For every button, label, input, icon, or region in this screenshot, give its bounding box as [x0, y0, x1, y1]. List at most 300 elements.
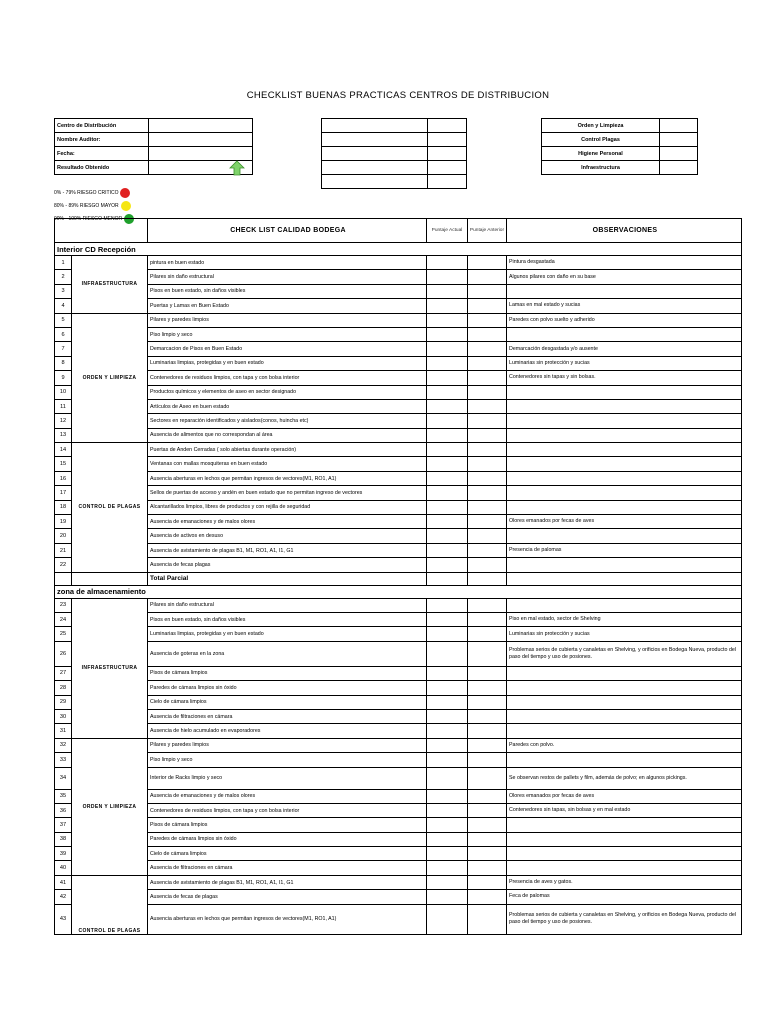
table-row [55, 327, 742, 341]
row-number: 40 [55, 861, 72, 875]
row-number: 37 [55, 818, 72, 832]
row-number: 30 [55, 709, 72, 723]
puntaje-anterior-cell[interactable] [468, 428, 507, 442]
puntaje-anterior-cell[interactable] [468, 256, 507, 270]
row-number: 10 [55, 385, 72, 399]
observacion-cell[interactable] [507, 284, 742, 298]
row-number: 35 [55, 789, 72, 803]
centro-field[interactable] [149, 119, 253, 133]
puntaje-anterior-cell[interactable] [468, 443, 507, 457]
table-row [55, 904, 742, 934]
row-number: 14 [55, 443, 72, 457]
observacion-cell[interactable] [507, 385, 742, 399]
puntaje-actual-cell[interactable] [427, 486, 468, 500]
table-row [55, 598, 742, 612]
item-description: Artículos de Aseo en buen estado [148, 399, 427, 413]
table-row [55, 612, 742, 626]
puntaje-anterior-cell[interactable] [468, 543, 507, 557]
row-number: 18 [55, 500, 72, 514]
table-row [55, 724, 742, 738]
puntaje-actual-cell[interactable] [427, 572, 468, 585]
observacion-cell[interactable] [507, 327, 742, 341]
item-description: Ventanas con mallas mosquiteras en buen estado [148, 457, 427, 471]
puntaje-actual-cell[interactable] [427, 342, 468, 356]
puntaje-actual-cell[interactable] [427, 299, 468, 313]
blank-cell[interactable] [428, 133, 467, 147]
puntaje-actual-cell[interactable] [427, 847, 468, 861]
audit-info-table [54, 118, 253, 175]
puntaje-actual-cell[interactable] [427, 627, 468, 641]
item-description: Pilares sin daño estructural [148, 598, 427, 612]
total-blank [72, 572, 148, 585]
item-description: Ausencia de fecas de plagas [148, 890, 427, 904]
observacion-cell[interactable] [507, 414, 742, 428]
group-label-infra: INFRAESTRUCTURA [72, 256, 148, 314]
puntaje-anterior-cell[interactable] [468, 861, 507, 875]
observacion-cell[interactable]: Paredes con polvo suelto y adherido [507, 313, 742, 327]
item-description: Contenedores de residuos limpios, con tapa y con bolsa interior [148, 803, 427, 817]
observacion-cell[interactable] [507, 399, 742, 413]
row-number: 12 [55, 414, 72, 428]
observacion-cell[interactable] [507, 529, 742, 543]
observacion-cell[interactable] [507, 471, 742, 485]
puntaje-actual-cell[interactable] [427, 414, 468, 428]
item-description: Pisos de cámara limpios [148, 818, 427, 832]
puntaje-actual-cell[interactable] [427, 789, 468, 803]
item-description: Puertas y Lamas en Buen Estado [148, 299, 427, 313]
table-row [55, 627, 742, 641]
puntaje-anterior-cell[interactable] [468, 558, 507, 572]
observacion-cell[interactable]: Problemas serios de cubierta y canaletas en Shelving, y orificios en Bodega Nueva, producto del paso del tiempo y uso de posiones. [507, 904, 742, 934]
item-description: Ausencia de filtraciones en cámara [148, 709, 427, 723]
observacion-cell[interactable] [507, 847, 742, 861]
row-number: 17 [55, 486, 72, 500]
item-description: Demarcacion de Pisos en Buen Estado [148, 342, 427, 356]
row-number: 42 [55, 890, 72, 904]
puntaje-actual-cell[interactable] [427, 428, 468, 442]
table-row [55, 284, 742, 298]
table-row [55, 486, 742, 500]
table-row [55, 471, 742, 485]
centro-label: Centro de Distribución [55, 119, 149, 133]
table-row [55, 558, 742, 572]
puntaje-anterior-cell[interactable] [468, 270, 507, 284]
auditor-field[interactable] [149, 133, 253, 147]
total-parcial-label: Total Parcial [148, 572, 427, 585]
item-description: Luminarias limpias, protegidas y en buen estado [148, 627, 427, 641]
item-description: Piso limpio y seco [148, 753, 427, 767]
observacion-cell[interactable] [507, 500, 742, 514]
blank-cell[interactable] [322, 147, 428, 161]
row-number: 3 [55, 284, 72, 298]
puntaje-anterior-cell[interactable] [468, 753, 507, 767]
item-description: Alcantarillados limpios, libres de productos y con rejilla de seguridad [148, 500, 427, 514]
puntaje-actual-cell[interactable] [427, 457, 468, 471]
header-blank [55, 219, 148, 243]
puntaje-actual-cell[interactable] [427, 371, 468, 385]
table-row [55, 832, 742, 846]
blank-cell[interactable] [428, 161, 467, 175]
observacion-cell[interactable] [507, 695, 742, 709]
table-row [55, 371, 742, 385]
table-row [55, 399, 742, 413]
row-number: 7 [55, 342, 72, 356]
blank-cell[interactable] [322, 161, 428, 175]
table-row [55, 515, 742, 529]
row-number: 5 [55, 313, 72, 327]
puntaje-anterior-cell[interactable] [468, 529, 507, 543]
table-row [55, 385, 742, 399]
puntaje-actual-cell[interactable] [427, 500, 468, 514]
puntaje-anterior-cell[interactable] [468, 818, 507, 832]
score-value[interactable] [660, 133, 698, 147]
puntaje-anterior-cell[interactable] [468, 572, 507, 585]
row-number: 43 [55, 904, 72, 934]
puntaje-actual-cell[interactable] [427, 313, 468, 327]
item-description: Sectores en reparación identificados y aislados(conos, huincha etc) [148, 414, 427, 428]
row-number: 9 [55, 371, 72, 385]
blank-cell[interactable] [322, 175, 428, 189]
score-label-infra: Infraestructura [542, 161, 660, 175]
item-description: Pisos de cámara limpios [148, 666, 427, 680]
blank-cell[interactable] [428, 175, 467, 189]
group-label-orden: ORDEN Y LIMPIEZA [72, 313, 148, 443]
puntaje-actual-cell[interactable] [427, 890, 468, 904]
puntaje-anterior-cell[interactable] [468, 627, 507, 641]
row-number: 33 [55, 753, 72, 767]
puntaje-actual-cell[interactable] [427, 875, 468, 889]
table-row [55, 666, 742, 680]
table-row [55, 753, 742, 767]
table-row [55, 356, 742, 370]
observacion-cell[interactable]: Lamas en mal estado y sucias [507, 299, 742, 313]
section-title: Interior CD Recepción [55, 243, 742, 256]
observaciones-header: OBSERVACIONES [507, 219, 742, 243]
group-label-plagas: CONTROL DE PLAGAS [72, 875, 148, 934]
row-number: 32 [55, 738, 72, 752]
puntaje-actual-header: Puntaje Actual [427, 219, 468, 243]
puntaje-anterior-cell[interactable] [468, 515, 507, 529]
table-row [55, 818, 742, 832]
row-number: 13 [55, 428, 72, 442]
table-row [55, 270, 742, 284]
arrow-up-icon [229, 160, 245, 176]
puntaje-anterior-cell[interactable] [468, 299, 507, 313]
item-description: Contenedores de residuos limpios, con tapa y con bolsa interior [148, 371, 427, 385]
observacion-cell[interactable]: Presencia de aves y gatos. [507, 875, 742, 889]
observacion-cell[interactable]: Olores emanados por fecas de aves [507, 789, 742, 803]
table-row [55, 875, 742, 889]
observacion-cell[interactable]: Algunos pilares con daño en su base [507, 270, 742, 284]
puntaje-anterior-cell[interactable] [468, 904, 507, 934]
puntaje-anterior-cell[interactable] [468, 847, 507, 861]
total-blank [55, 572, 72, 585]
puntaje-anterior-header: Puntaje Anterior [468, 219, 507, 243]
puntaje-actual-cell[interactable] [427, 385, 468, 399]
puntaje-anterior-cell[interactable] [468, 471, 507, 485]
puntaje-anterior-cell[interactable] [468, 385, 507, 399]
section-title: zona de almacenamiento [55, 585, 742, 598]
row-number: 41 [55, 875, 72, 889]
observacion-cell[interactable] [507, 709, 742, 723]
observacion-cell[interactable] [507, 598, 742, 612]
observacion-cell[interactable] [507, 724, 742, 738]
puntaje-actual-cell[interactable] [427, 443, 468, 457]
row-number: 19 [55, 515, 72, 529]
puntaje-anterior-cell[interactable] [468, 457, 507, 471]
puntaje-actual-cell[interactable] [427, 832, 468, 846]
item-description: Paredes de cámara limpios sin óxido [148, 681, 427, 695]
observacion-cell[interactable] [507, 681, 742, 695]
item-description: Interior de Racks limpio y seco [148, 767, 427, 789]
item-description: Pilares y paredes limpios [148, 738, 427, 752]
observacion-cell[interactable]: Contenedores sin tapas y sin bolsas. [507, 371, 742, 385]
puntaje-anterior-cell[interactable] [468, 399, 507, 413]
row-number: 38 [55, 832, 72, 846]
row-number: 21 [55, 543, 72, 557]
observacion-cell[interactable] [507, 443, 742, 457]
puntaje-actual-cell[interactable] [427, 543, 468, 557]
observacion-cell[interactable]: Luminarias sin protección y sucias [507, 627, 742, 641]
item-description: Ausencia de avistamiento de plagas B1, M1, RO1, A1, I1, G1 [148, 543, 427, 557]
observacion-cell[interactable] [507, 753, 742, 767]
observacion-cell[interactable]: Luminarias sin protección y sucias [507, 356, 742, 370]
legend-mayor-label: 80% - 89% RIESGO MAYOR [54, 203, 119, 209]
row-number: 34 [55, 767, 72, 789]
table-row [55, 890, 742, 904]
puntaje-anterior-cell[interactable] [468, 598, 507, 612]
item-description: Piso limpio y seco [148, 327, 427, 341]
table-row [55, 443, 742, 457]
puntaje-actual-cell[interactable] [427, 641, 468, 666]
item-description: Ausencia de avistamiento de plagas B1, M1, RO1, A1, I1, G1 [148, 875, 427, 889]
score-value[interactable] [660, 147, 698, 161]
puntaje-actual-cell[interactable] [427, 256, 468, 270]
puntaje-anterior-cell[interactable] [468, 875, 507, 889]
puntaje-anterior-cell[interactable] [468, 666, 507, 680]
puntaje-actual-cell[interactable] [427, 861, 468, 875]
resultado-label: Resultado Obtenido [55, 161, 149, 175]
puntaje-actual-cell[interactable] [427, 598, 468, 612]
puntaje-actual-cell[interactable] [427, 270, 468, 284]
observacion-cell[interactable] [507, 486, 742, 500]
puntaje-actual-cell[interactable] [427, 767, 468, 789]
item-description: Paredes de cámara limpios sin óxido [148, 832, 427, 846]
blank-cell[interactable] [322, 133, 428, 147]
item-description: Ausencia de activos en desuso [148, 529, 427, 543]
legend-critico-label: 0% - 79% RIESGO CRITICO [54, 190, 119, 196]
group-label-plagas: CONTROL DE PLAGAS [72, 443, 148, 573]
puntaje-actual-cell[interactable] [427, 529, 468, 543]
observacion-cell[interactable]: Se observan restos de pallets y film, además de polvo; en algunos pickings. [507, 767, 742, 789]
observacion-cell[interactable]: Feca de palomas [507, 890, 742, 904]
table-row [55, 543, 742, 557]
legend-critico [54, 188, 130, 198]
puntaje-actual-cell[interactable] [427, 612, 468, 626]
item-description: Ausencia de fecas plagas [148, 558, 427, 572]
item-description: Pilares y paredes limpios [148, 313, 427, 327]
observacion-cell[interactable] [507, 818, 742, 832]
observacion-cell[interactable]: Presencia de palomas [507, 543, 742, 557]
puntaje-anterior-cell[interactable] [468, 803, 507, 817]
observacion-cell[interactable]: Contenedores sin tapas, sin bolsas y en mal estado [507, 803, 742, 817]
puntaje-anterior-cell[interactable] [468, 789, 507, 803]
checklist-title: CHECK LIST CALIDAD BODEGA [148, 219, 427, 243]
puntaje-anterior-cell[interactable] [468, 724, 507, 738]
puntaje-anterior-cell[interactable] [468, 832, 507, 846]
page-title: CHECKLIST BUENAS PRACTICAS CENTROS DE DISTRIBUCION [246, 90, 550, 101]
puntaje-actual-cell[interactable] [427, 356, 468, 370]
row-number: 26 [55, 641, 72, 666]
item-description: Ausencia de emanaciones y de malos olores [148, 789, 427, 803]
row-number: 2 [55, 270, 72, 284]
item-description: Pilares sin daño estructural [148, 270, 427, 284]
table-row [55, 681, 742, 695]
observacion-cell[interactable] [507, 558, 742, 572]
observacion-cell[interactable] [507, 861, 742, 875]
puntaje-actual-cell[interactable] [427, 738, 468, 752]
item-description: Cielo de cámara limpios [148, 695, 427, 709]
puntaje-actual-cell[interactable] [427, 284, 468, 298]
table-row [55, 789, 742, 803]
observacion-cell[interactable]: Olores emanados por fecas de aves [507, 515, 742, 529]
observacion-cell[interactable] [507, 572, 742, 585]
table-row [55, 313, 742, 327]
fecha-field[interactable] [149, 147, 253, 161]
group-label-orden: ORDEN Y LIMPIEZA [72, 738, 148, 875]
puntaje-actual-cell[interactable] [427, 558, 468, 572]
puntaje-anterior-cell[interactable] [468, 313, 507, 327]
puntaje-anterior-cell[interactable] [468, 327, 507, 341]
row-number: 28 [55, 681, 72, 695]
row-number: 31 [55, 724, 72, 738]
puntaje-anterior-cell[interactable] [468, 356, 507, 370]
puntaje-actual-cell[interactable] [427, 681, 468, 695]
item-description: Ausencia de alimentos que no correspondan al área [148, 428, 427, 442]
puntaje-anterior-cell[interactable] [468, 371, 507, 385]
table-row [55, 847, 742, 861]
puntaje-anterior-cell[interactable] [468, 641, 507, 666]
row-number: 11 [55, 399, 72, 413]
row-number: 16 [55, 471, 72, 485]
observacion-cell[interactable]: Piso en mal estado, sector de Shelving [507, 612, 742, 626]
puntaje-anterior-cell[interactable] [468, 890, 507, 904]
puntaje-anterior-cell[interactable] [468, 486, 507, 500]
puntaje-anterior-cell[interactable] [468, 709, 507, 723]
observacion-cell[interactable] [507, 457, 742, 471]
table-row [55, 738, 742, 752]
puntaje-anterior-cell[interactable] [468, 612, 507, 626]
puntaje-anterior-cell[interactable] [468, 767, 507, 789]
row-number: 23 [55, 598, 72, 612]
observacion-cell[interactable]: Demarcación desgastada y/o ausente [507, 342, 742, 356]
row-number: 25 [55, 627, 72, 641]
puntaje-anterior-cell[interactable] [468, 284, 507, 298]
table-row [55, 256, 742, 270]
table-row [55, 861, 742, 875]
row-number: 24 [55, 612, 72, 626]
observacion-cell[interactable] [507, 428, 742, 442]
puntaje-anterior-cell[interactable] [468, 681, 507, 695]
red-circle-icon [120, 188, 130, 198]
row-number: 20 [55, 529, 72, 543]
table-row [55, 709, 742, 723]
blank-cell[interactable] [428, 119, 467, 133]
table-row [55, 695, 742, 709]
puntaje-actual-cell[interactable] [427, 515, 468, 529]
row-number: 36 [55, 803, 72, 817]
score-label-orden: Orden y Limpieza [542, 119, 660, 133]
item-description: Ausencia aberturas en lechos que permitan ingresos de vectores(M1, RO1, A1) [148, 904, 427, 934]
puntaje-actual-cell[interactable] [427, 709, 468, 723]
row-number: 27 [55, 666, 72, 680]
observacion-cell[interactable]: Problemas serios de cubierta y canaletas en Shelving, y orificios en Bodega Nueva, producto del paso del tiempo y uso de posiones. [507, 641, 742, 666]
item-description: Pisos en buen estado, sin daños visibles [148, 284, 427, 298]
item-description: Sellos de puertas de acceso y andén en buen estado que no permitan ingreso de vectores [148, 486, 427, 500]
blank-cell[interactable] [428, 147, 467, 161]
score-label-plagas: Control Plagas [542, 133, 660, 147]
item-description: Ausencia de emanaciones y de malos olores [148, 515, 427, 529]
puntaje-anterior-cell[interactable] [468, 500, 507, 514]
score-value[interactable] [660, 161, 698, 175]
puntaje-actual-cell[interactable] [427, 724, 468, 738]
puntaje-actual-cell[interactable] [427, 399, 468, 413]
table-row [55, 414, 742, 428]
puntaje-actual-cell[interactable] [427, 753, 468, 767]
yellow-circle-icon [121, 201, 131, 211]
item-description: Luminarias limpias, protegidas y en buen estado [148, 356, 427, 370]
puntaje-anterior-cell[interactable] [468, 342, 507, 356]
row-number: 22 [55, 558, 72, 572]
puntaje-actual-cell[interactable] [427, 803, 468, 817]
table-row [55, 767, 742, 789]
table-row [55, 457, 742, 471]
item-description: Ausencia de filtraciones en cámara [148, 861, 427, 875]
row-number: 4 [55, 299, 72, 313]
observacion-cell[interactable]: Pintura desgastada [507, 256, 742, 270]
observacion-cell[interactable] [507, 666, 742, 680]
puntaje-actual-cell[interactable] [427, 695, 468, 709]
row-number: 15 [55, 457, 72, 471]
puntaje-anterior-cell[interactable] [468, 738, 507, 752]
puntaje-anterior-cell[interactable] [468, 414, 507, 428]
puntaje-actual-cell[interactable] [427, 818, 468, 832]
observacion-cell[interactable]: Paredes con polvo. [507, 738, 742, 752]
table-row [55, 342, 742, 356]
puntaje-actual-cell[interactable] [427, 666, 468, 680]
category-score-table [541, 118, 698, 175]
table-row [55, 803, 742, 817]
table-row [55, 500, 742, 514]
observacion-cell[interactable] [507, 832, 742, 846]
score-value[interactable] [660, 119, 698, 133]
puntaje-anterior-cell[interactable] [468, 695, 507, 709]
score-label-higiene: Higiene Personal [542, 147, 660, 161]
row-number: 1 [55, 256, 72, 270]
table-row [55, 299, 742, 313]
item-description: Cielo de cámara limpios [148, 847, 427, 861]
puntaje-actual-cell[interactable] [427, 327, 468, 341]
item-description: Productos químicos y elementos de aseo en sector designado [148, 385, 427, 399]
row-number: 29 [55, 695, 72, 709]
puntaje-actual-cell[interactable] [427, 471, 468, 485]
table-row [55, 428, 742, 442]
row-number: 39 [55, 847, 72, 861]
item-description: Puertas de Anden Cerradas ( solo abiertas durante operación) [148, 443, 427, 457]
puntaje-actual-cell[interactable] [427, 904, 468, 934]
blank-score-table [321, 118, 467, 189]
blank-cell[interactable] [322, 119, 428, 133]
